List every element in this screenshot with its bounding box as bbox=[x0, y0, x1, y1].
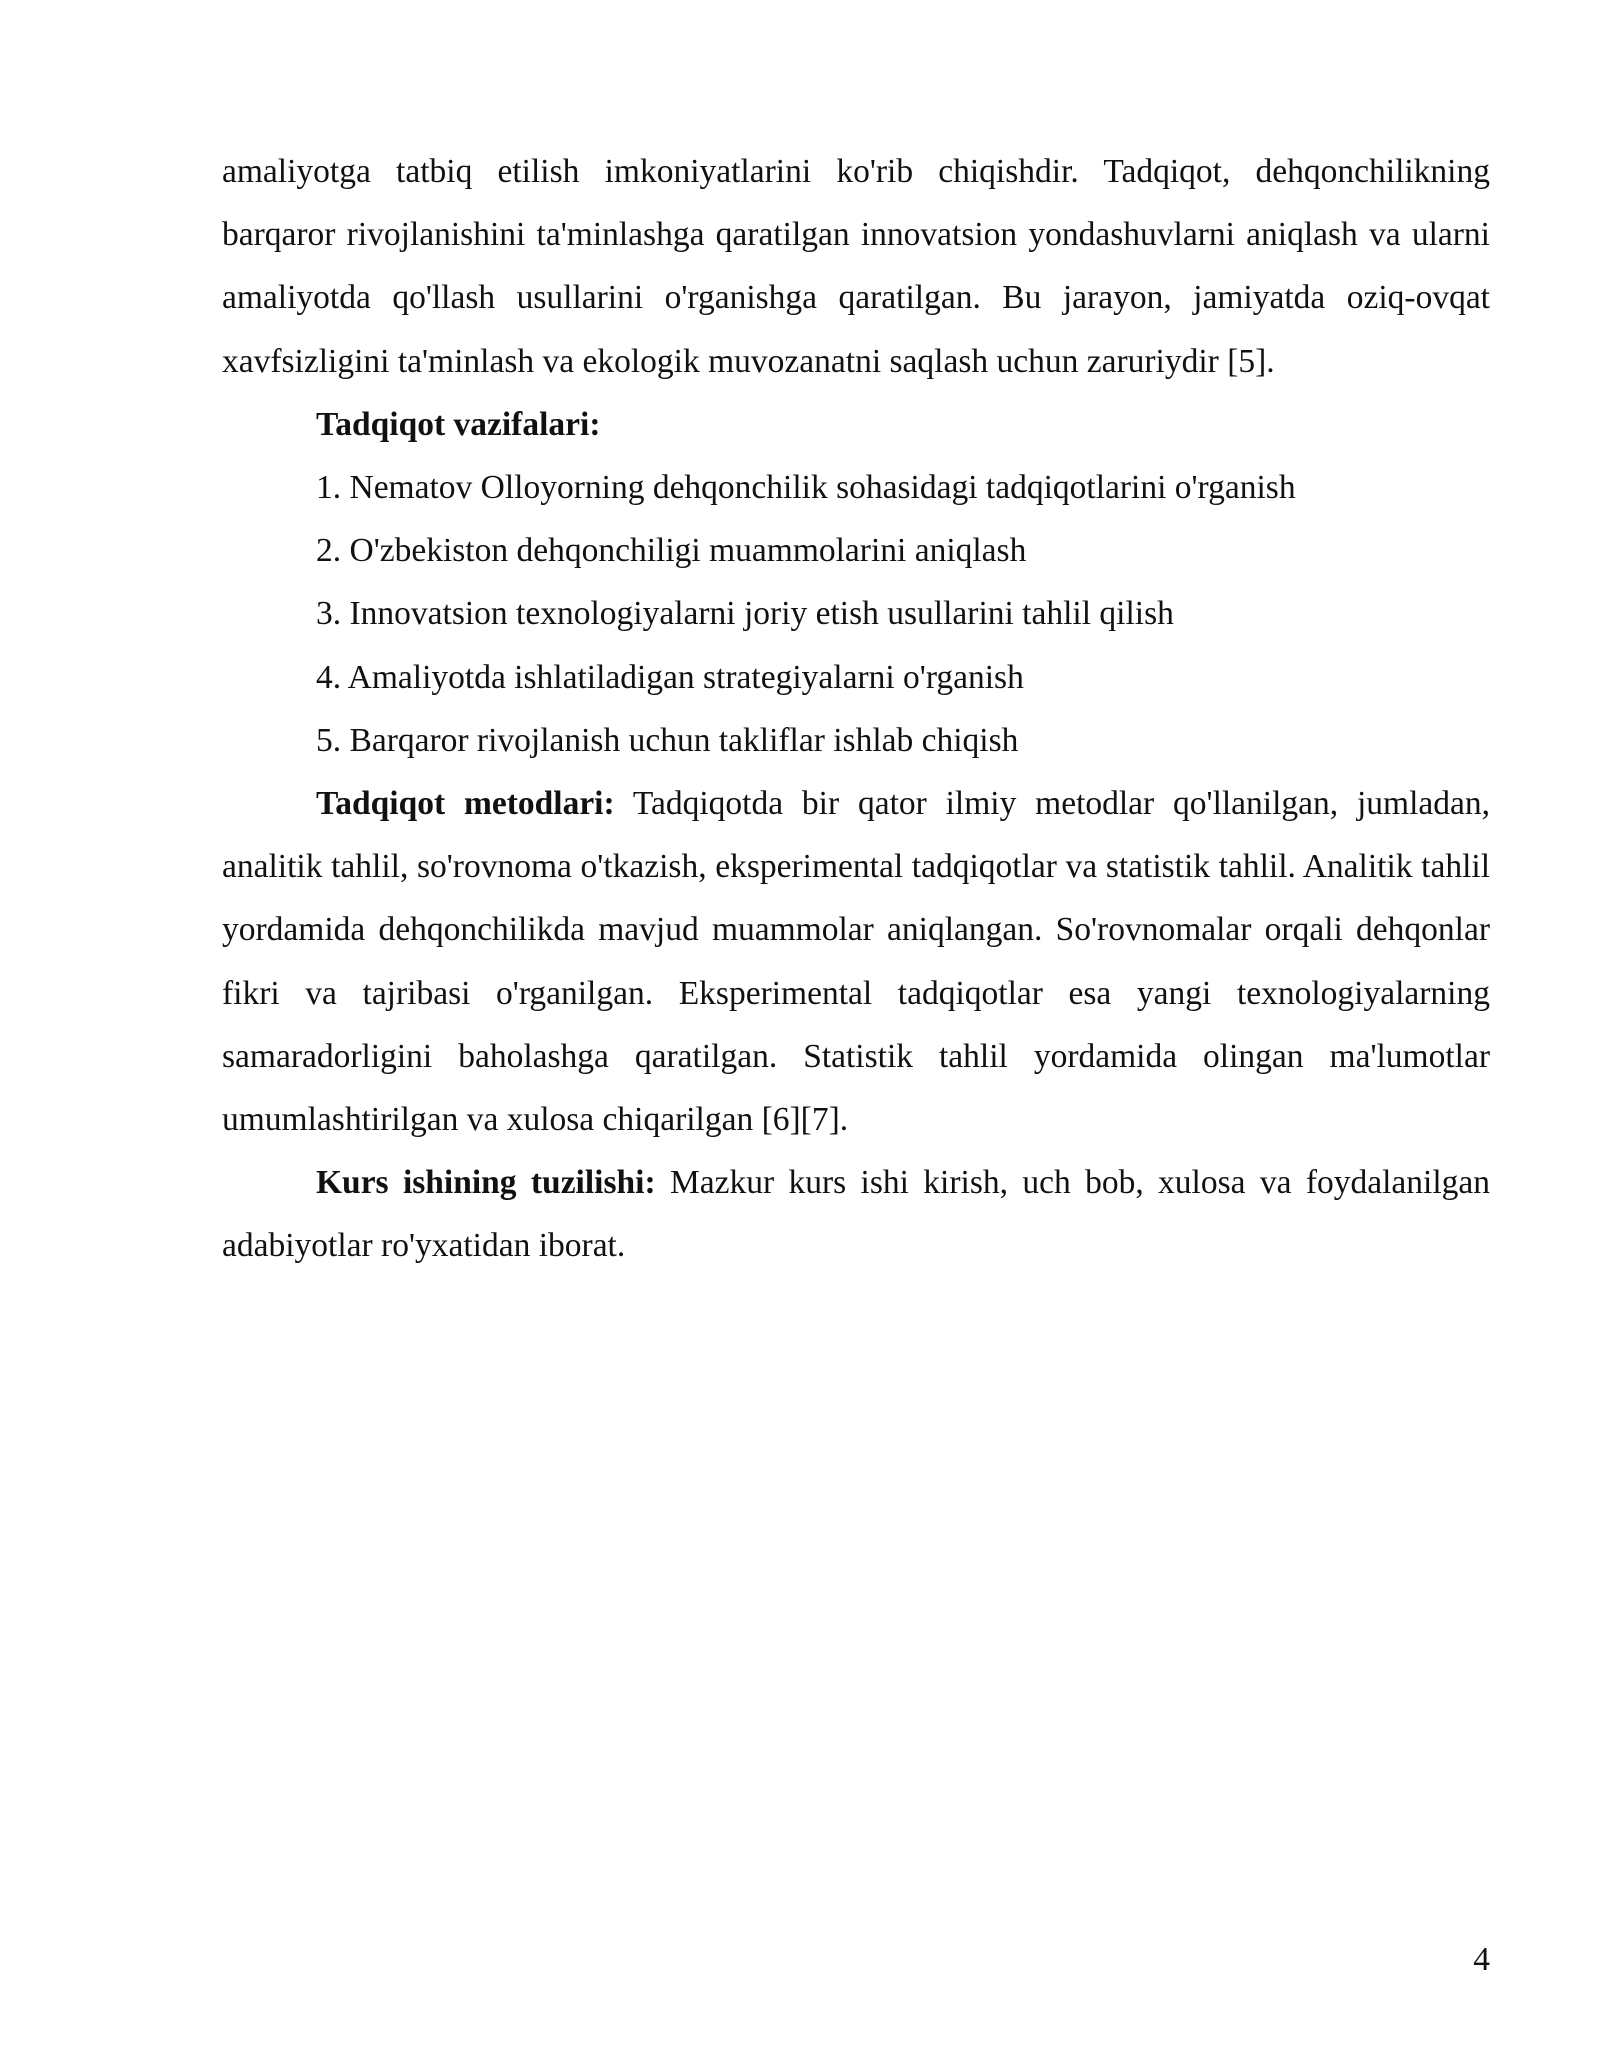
list-item: 5. Barqaror rivojlanish uchun takliflar ishlab chiqish bbox=[316, 721, 1019, 759]
structure-text: Mazkur kurs ishi kirish, uch bob, xulosa va foydalanilgan adabiyotlar ro'yxatidan iborat. bbox=[222, 1164, 1491, 1265]
structure-lead: Kurs ishining tuzilishi: bbox=[316, 1164, 656, 1202]
methods-lead: Tadqiqot metodlari: bbox=[316, 785, 615, 823]
tasks-heading: Tadqiqot vazifalari: bbox=[316, 405, 601, 443]
page-number: 4 bbox=[1473, 1941, 1490, 1978]
list-item: 3. Innovatsion texnologiyalarni joriy etish usullarini tahlil qilish bbox=[316, 595, 1174, 633]
list-item: 1. Nematov Olloyorning dehqonchilik sohasidagi tadqiqotlarini o'rganish bbox=[316, 469, 1296, 507]
intro-paragraph: amaliyotga tatbiq etilish imkoniyatlarini ko'rib chiqishdir. Tadqiqot, dehqonchilikning barqaror rivojlanishini ta'minlashga qaratilgan innovatsion yondashuvlarni aniqlash va ularni amaliyotda qo'llash usullarini o'rganishga qaratilgan. Bu jarayon, jamiyatda oziq-ovqat xavfsizligini ta'minlash va ekologik muvozanatni saqlash uchun zaruriydir [5]. bbox=[222, 153, 1490, 380]
methods-text: Tadqiqotda bir qator ilmiy metodlar qo'llanilgan, jumladan, analitik tahlil, so'rovnoma o'tkazish, eksperimental tadqiqotlar va statistik tahlil. Analitik tahlil yordamida dehqonchilikda mavjud muammolar aniqlangan. So'rovnomalar orqali dehqonlar fikri va tajribasi o'rganilgan. Eksperimental tadqiqotlar esa yangi texnologiyalarning samaradorligini baholashga qaratilgan. Statistik tahlil yordamida olingan ma'lumotlar umumlashtirilgan va xulosa chiqarilgan [6][7]. bbox=[222, 785, 1491, 1139]
structure-paragraph bbox=[222, 1151, 1490, 1277]
list-item: 4. Amaliyotda ishlatiladigan strategiyalarni o'rganish bbox=[316, 658, 1024, 696]
list-item: 2. O'zbekiston dehqonchiligi muammolarini aniqlash bbox=[316, 532, 1027, 570]
methods-paragraph bbox=[222, 772, 1490, 1151]
tasks-list bbox=[222, 456, 1490, 772]
page-content bbox=[222, 140, 1490, 1278]
